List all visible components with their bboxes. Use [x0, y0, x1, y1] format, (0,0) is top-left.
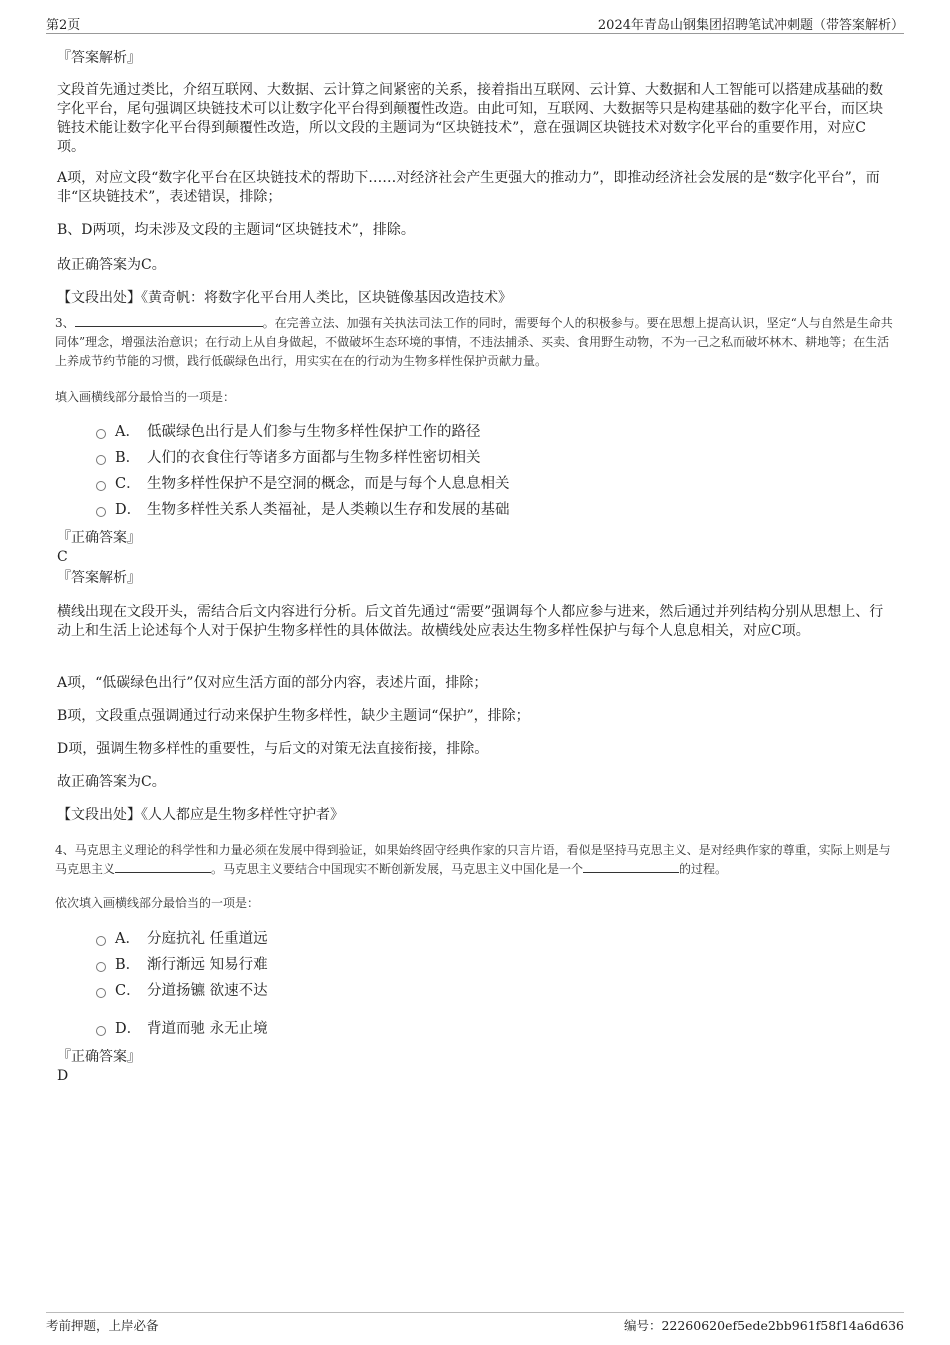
q3-source: 【文段出处】《人人都应是生物多样性守护者》 — [57, 807, 344, 823]
q4-option-a[interactable]: A． 分庭抗礼 任重道远 — [96, 929, 268, 949]
q3-analysis-paragraph-2: A项，“低碳绿色出行”仅对应生活方面的部分内容，表述片面，排除； — [57, 675, 488, 691]
radio-icon[interactable] — [96, 962, 106, 972]
radio-icon[interactable] — [96, 481, 106, 491]
q2-analysis-paragraph-4: 故正确答案为C。 — [57, 257, 166, 273]
q3-prompt: 填入画横线部分最恰当的一项是： — [55, 390, 236, 404]
radio-icon[interactable] — [96, 455, 106, 465]
radio-icon[interactable] — [96, 936, 106, 946]
radio-icon[interactable] — [96, 507, 106, 517]
q4-blank-1 — [115, 860, 211, 873]
radio-icon[interactable] — [96, 988, 106, 998]
page-number: 第2页 — [46, 18, 81, 33]
q2-analysis-paragraph-3: B、D两项，均未涉及文段的主题词“区块链技术”，排除。 — [57, 222, 415, 238]
q4-blank-2 — [583, 860, 679, 873]
q2-source: 【文段出处】《黄奇帆：将数字化平台用人类比，区块链像基因改造技术》 — [57, 290, 512, 306]
q3-option-a[interactable]: A． 低碳绿色出行是人们参与生物多样性保护工作的路径 — [96, 422, 481, 442]
radio-icon[interactable] — [96, 1026, 106, 1036]
q3-analysis-paragraph-5: 故正确答案为C。 — [57, 774, 166, 790]
q4-number: 4、 — [55, 843, 75, 857]
document-title: 2024年青岛山钢集团招聘笔试冲刺题（带答案解析） — [597, 18, 904, 33]
q3-answer: C — [57, 549, 68, 565]
q3-option-c[interactable]: C． 生物多样性保护不是空洞的概念，而是与每个人息息相关 — [96, 474, 510, 494]
page-header — [46, 14, 904, 34]
q4-option-b[interactable]: B． 渐行渐远 知易行难 — [96, 955, 268, 975]
document-code: 编号：22260620ef5ede2bb961f58f14a6d636 — [623, 1318, 904, 1333]
q4-answer-heading: 『正确答案』 — [57, 1049, 141, 1065]
q3-stem — [55, 314, 895, 371]
q3-answer-heading: 『正确答案』 — [57, 530, 141, 546]
q3-analysis-heading: 『答案解析』 — [57, 570, 141, 586]
q4-prompt: 依次填入画横线部分最恰当的一项是： — [55, 896, 260, 910]
q3-blank — [75, 314, 263, 327]
q2-analysis-heading: 『答案解析』 — [57, 50, 141, 66]
q4-option-c[interactable]: C． 分道扬镳 欲速不达 — [96, 981, 268, 1001]
footer-slogan: 考前押题，上岸必备 — [46, 1318, 159, 1333]
q3-text: 。在完善立法、加强有关执法司法工作的同时，需要每个人的积极参与。要在思想上提高认识，坚定“人与自然是生命共同体”理念，增强法治意识；在行动上从自身做起，不做破坏生态环境的事情，不违法捕杀、买卖、食用野生动物，不为一己之私而破坏林木、耕地等；在生活上养成节约节能的习惯，践行低碳绿色出行，用实实在在的行动为生物多样性保护贡献力量。 — [55, 316, 893, 368]
q3-analysis-paragraph-4: D项，强调生物多样性的重要性，与后文的对策无法直接衔接，排除。 — [57, 741, 489, 757]
q3-analysis-paragraph-1: 横线出现在文段开头，需结合后文内容进行分析。后文首先通过“需要”强调每个人都应参与进来，然后通过并列结构分别从思想上、行动上和生活上论述每个人对于保护生物多样性的具体做法。故横线处应表达生物多样性保护与每个人息息相关，对应C项。 — [57, 604, 884, 639]
q2-analysis-paragraph-1: 文段首先通过类比，介绍互联网、大数据、云计算之间紧密的关系，接着指出互联网、云计算、大数据和人工智能可以搭建成基础的数字化平台，尾句强调区块链技术可以让数字化平台得到颠覆性改造。由此可知，互联网、大数据等只是构建基础的数字化平台，而区块链技术能让数字化平台得到颠覆性改造，所以文段的主题词为“区块链技术”，意在强调区块链技术对数字化平台的重要作用，对应C项。 — [57, 82, 883, 155]
q3-number: 3、 — [55, 316, 75, 330]
q4-answer: D — [57, 1068, 69, 1084]
q3-option-d[interactable]: D． 生物多样性关系人类福祉，是人类赖以生存和发展的基础 — [96, 500, 510, 520]
radio-icon[interactable] — [96, 429, 106, 439]
q3-analysis-paragraph-3: B项，文段重点强调通过行动来保护生物多样性，缺少主题词“保护”，排除； — [57, 708, 530, 724]
page-footer — [46, 1312, 904, 1333]
q4-option-d[interactable]: D． 背道而驰 永无止境 — [96, 1019, 268, 1039]
q2-analysis-paragraph-2: A项，对应文段“数字化平台在区块链技术的帮助下……对经济社会产生更强大的推动力”，即推动经济社会发展的是“数字化平台”，而非“区块链技术”，表述错误，排除； — [57, 170, 880, 205]
q4-stem: 4、马克思主义理论的科学性和力量必须在发展中得到验证，如果始终固守经典作家的只言片语，看似是坚持马克思主义、是对经典作家的尊重，实际上则是与马克思主义 。马克思主义要结合中国现实不断创新发展，马克思主义中国化是一个 的过程。 — [55, 843, 891, 876]
q3-option-b[interactable]: B． 人们的衣食住行等诸多方面都与生物多样性密切相关 — [96, 448, 481, 468]
